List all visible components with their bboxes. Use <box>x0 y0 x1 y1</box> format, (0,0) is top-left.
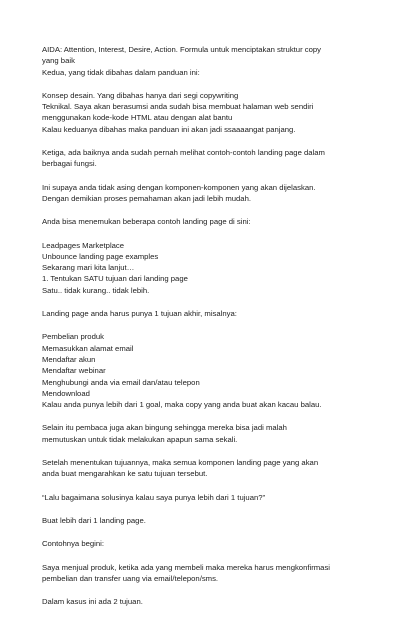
text-line: Leadpages Marketplace <box>42 240 125 250</box>
paragraph-goal-intro <box>42 308 387 319</box>
text-line: Anda bisa menemukan beberapa contoh landing page di sini: <box>42 217 251 227</box>
text-line: Buat lebih dari 1 landing page. <box>42 515 146 525</box>
text-line: Saya menjual produk, ketika ada yang membeli maka mereka harus mengkonfirmasi <box>42 562 330 572</box>
text-line: memutuskan untuk tidak melakukan apapun sama sekali. <box>42 434 238 444</box>
text-line: Dalam kasus ini ada 2 tujuan. <box>42 597 143 607</box>
text-line: Teknikal. Saya akan berasumsi anda sudah bisa membuat halaman web sendiri <box>42 102 314 112</box>
text-line: Mendownload <box>42 388 90 398</box>
paragraph-after-goal <box>42 457 387 480</box>
text-line: Unbounce landing page examples <box>42 251 159 261</box>
text-line: Kedua, yang tidak dibahas dalam panduan ini: <box>42 67 200 77</box>
text-line: anda buat mengarahkan ke satu tujuan tersebut. <box>42 469 208 479</box>
text-line: Kalau anda punya lebih dari 1 goal, maka copy yang anda buat akan kacau balau. <box>42 400 322 410</box>
paragraph-confusion <box>42 422 387 445</box>
text-line: Konsep desain. Yang dibahas hanya dari segi copywriting <box>42 90 239 100</box>
text-line: Ini supaya anda tidak asing dengan komponen-komponen yang akan dijelaskan. <box>42 182 316 192</box>
paragraph-question <box>42 492 387 503</box>
paragraph-answer <box>42 515 387 526</box>
text-line: yang baik <box>42 56 75 66</box>
paragraph-purpose <box>42 182 387 205</box>
paragraph-example <box>42 562 387 585</box>
text-line: Pembelian produk <box>42 332 104 342</box>
paragraph-example-label <box>42 538 387 549</box>
paragraph-aida <box>42 44 387 78</box>
text-line: “Lalu bagaimana solusinya kalau saya punya lebih dari 1 tujuan?” <box>42 492 266 502</box>
paragraph-two-goals <box>42 596 387 607</box>
text-line: Menghubungi anda via email dan/atau telepon <box>42 377 200 387</box>
text-line: 1. Tentukan SATU tujuan dari landing page <box>42 274 188 284</box>
text-line: Mendaftar webinar <box>42 366 106 376</box>
text-line: Memasukkan alamat email <box>42 343 134 353</box>
paragraph-examples-list <box>42 240 387 296</box>
paragraph-examples-intro <box>42 216 387 227</box>
text-line: Setelah menentukan tujuannya, maka semua komponen landing page yang akan <box>42 458 319 468</box>
text-line: Satu.. tidak kurang.. tidak lebih. <box>42 285 150 295</box>
text-line: Sekarang mari kita lanjut… <box>42 263 135 273</box>
text-line: Kalau keduanya dibahas maka panduan ini akan jadi ssaaaangat panjang. <box>42 124 296 134</box>
text-line: berbagai fungsi. <box>42 159 97 169</box>
text-line: Contohnya begini: <box>42 539 104 549</box>
text-line: Mendaftar akun <box>42 354 96 364</box>
text-line: Selain itu pembaca juga akan bingung sehingga mereka bisa jadi malah <box>42 423 287 433</box>
text-line: AIDA: Attention, Interest, Desire, Action. Formula untuk menciptakan struktur copy <box>42 45 322 54</box>
paragraph-third <box>42 147 387 170</box>
text-line: Landing page anda harus punya 1 tujuan akhir, misalnya: <box>42 309 237 319</box>
text-line: Ketiga, ada baiknya anda sudah pernah melihat contoh-contoh landing page dalam <box>42 148 325 158</box>
paragraph-goal-list <box>42 331 387 410</box>
text-line: pembelian dan transfer uang via email/telepon/sms. <box>42 573 219 583</box>
text-line: Dengan demikian proses pemahaman akan jadi lebih mudah. <box>42 193 251 203</box>
paragraph-not-covered <box>42 90 387 135</box>
text-line: menggunakan kode-kode HTML atau dengan alat bantu <box>42 113 233 123</box>
